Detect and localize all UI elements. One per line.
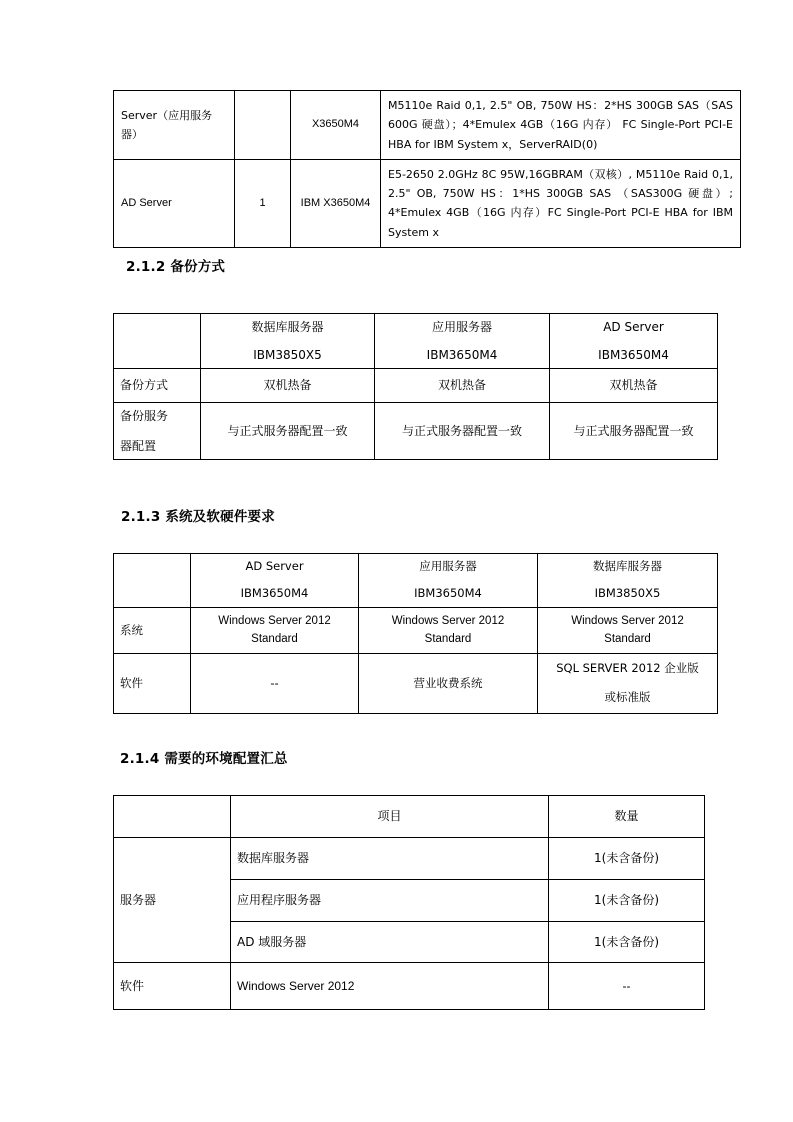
table-row [114, 403, 718, 460]
backup-row1-label [114, 403, 201, 460]
backup-row1-label-line2: 器配置 [120, 438, 157, 453]
backup-row1-ad: 与正式服务器配置一致 [550, 403, 718, 460]
backup-header-app [375, 314, 550, 369]
software-row1-ad: -- [191, 654, 359, 714]
software-header-db [538, 554, 718, 608]
backup-row0-db: 双机热备 [201, 369, 375, 403]
software-row1-db-line1: SQL SERVER 2012 企业版 [556, 661, 699, 676]
software-row1-db [538, 654, 718, 714]
hardware-row1-model [291, 159, 381, 247]
software-row1-db-line2: 或标准版 [604, 690, 651, 704]
section-heading-214: 2.1.4 需要的环境配置汇总 [120, 751, 288, 767]
software-row1-label: 软件 [114, 654, 191, 714]
summary-group-software: 软件 [114, 963, 231, 1010]
backup-header-app-line2: IBM3650M4 [426, 347, 498, 362]
hardware-row0-model: X3650M4 [291, 91, 381, 160]
summary-row2-qty: 1(未含备份) [549, 922, 705, 963]
table-row [114, 608, 718, 654]
software-row0-db [538, 608, 718, 654]
software-row0-db-line1: Windows Server 2012 [571, 614, 684, 627]
software-row0-app [359, 608, 538, 654]
backup-header-db [201, 314, 375, 369]
backup-mode-table [113, 313, 718, 460]
hardware-row1-name: AD Server [114, 159, 235, 247]
software-header-app-line1: 应用服务器 [419, 559, 477, 574]
backup-row1-label-line1: 备份服务 [120, 409, 169, 424]
table-header-row [114, 554, 718, 608]
hardware-row0-name: Server（应用服务器） [114, 91, 235, 160]
table-row [114, 91, 741, 160]
software-header-ad-line1: AD Server [245, 559, 304, 574]
backup-row0-app: 双机热备 [375, 369, 550, 403]
software-header-db-line2: IBM3850X5 [594, 586, 661, 600]
software-row0-app-line1: Windows Server 2012 [391, 614, 505, 627]
software-row0-ad [191, 608, 359, 654]
hardware-row0-qty [235, 91, 291, 160]
hardware-row1-model-line2: X3650M4 [323, 196, 371, 209]
backup-row1-app: 与正式服务器配置一致 [375, 403, 550, 460]
backup-header-ad [550, 314, 718, 369]
backup-header-blank [114, 314, 201, 369]
hardware-row1-qty: 1 [235, 159, 291, 247]
software-header-app [359, 554, 538, 608]
summary-row0-qty: 1(未含备份) [549, 838, 705, 880]
backup-header-ad-line2: IBM3650M4 [598, 347, 669, 362]
backup-row0-ad: 双机热备 [550, 369, 718, 403]
system-software-table [113, 553, 718, 714]
hardware-row0-spec: M5110e Raid 0,1, 2.5" OB, 750W HS：2*HS 300GB SAS（SAS 600G 硬盘）；4*Emulex 4GB（16G 内存） FC Single-Port PCI-E HBA for IBM System x，ServerRAID(0) [381, 91, 741, 160]
software-header-blank [114, 554, 191, 608]
hardware-row1-model-line1: IBM [300, 196, 321, 209]
hardware-row1-spec: E5-2650 2.0GHz 8C 95W,16GBRAM（双核）, M5110e Raid 0,1, 2.5" OB, 750W HS：1*HS 300GB SAS （SAS300G 硬盘）; 4*Emulex 4GB（16G 内存）FC Single-Port PCI-E HBA for IBM System x [381, 159, 741, 247]
backup-header-ad-line1: AD Server [603, 320, 664, 334]
table-header-row [114, 796, 705, 838]
hardware-config-table [113, 90, 741, 248]
table-row [114, 369, 718, 403]
table-row [114, 838, 705, 880]
software-row0-db-line2: Standard [604, 632, 651, 645]
backup-row0-label: 备份方式 [114, 369, 201, 403]
summary-row2-item: AD 域服务器 [231, 922, 549, 963]
summary-header-blank [114, 796, 231, 838]
software-row0-ad-line2: Standard [251, 632, 298, 645]
summary-row1-qty: 1(未含备份) [549, 880, 705, 922]
software-header-app-line2: IBM3650M4 [414, 586, 482, 600]
summary-row3-qty: -- [549, 963, 705, 1010]
table-row [114, 963, 705, 1010]
software-row0-ad-line1: Windows Server 2012 [218, 614, 331, 627]
software-header-ad-line2: IBM3650M4 [240, 586, 309, 600]
section-heading-213: 2.1.3 系统及软硬件要求 [121, 509, 275, 525]
software-header-ad [191, 554, 359, 608]
backup-header-db-line1: 数据库服务器 [251, 320, 324, 334]
software-header-db-line1: 数据库服务器 [593, 559, 662, 574]
table-row [114, 159, 741, 247]
table-header-row [114, 314, 718, 369]
summary-row1-item: 应用程序服务器 [231, 880, 549, 922]
backup-header-app-line1: 应用服务器 [431, 320, 492, 334]
section-heading-212: 2.1.2 备份方式 [126, 259, 226, 275]
summary-header-qty: 数量 [549, 796, 705, 838]
software-row0-app-line2: Standard [424, 632, 472, 645]
summary-row3-item: Windows Server 2012 [231, 963, 549, 1010]
backup-header-db-line2: IBM3850X5 [253, 347, 322, 362]
environment-summary-table [113, 795, 705, 1010]
summary-group-server: 服务器 [114, 838, 231, 963]
software-row1-app: 营业收费系统 [359, 654, 538, 714]
backup-row1-db: 与正式服务器配置一致 [201, 403, 375, 460]
table-row [114, 654, 718, 714]
software-row0-label: 系统 [114, 608, 191, 654]
summary-row0-item: 数据库服务器 [231, 838, 549, 880]
summary-header-item: 项目 [231, 796, 549, 838]
